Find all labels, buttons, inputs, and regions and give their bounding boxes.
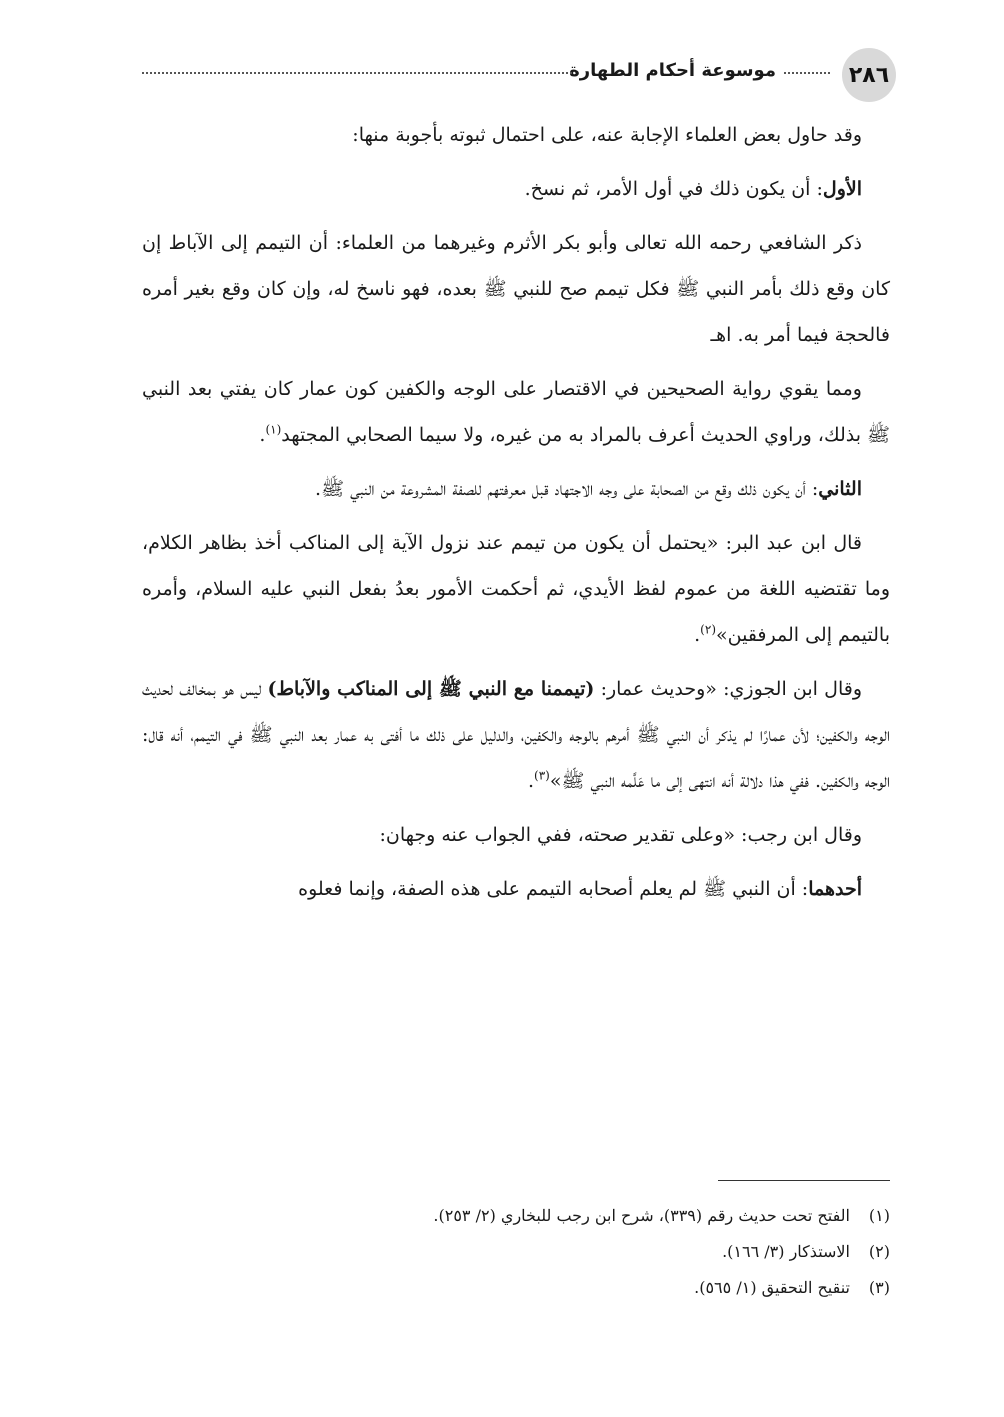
footnote-text: الاستذكار (٣/ ١٦٦). [722, 1242, 850, 1261]
footnote-number: (٣) [868, 1278, 890, 1297]
paragraph-7-start: وقال ابن الجوزي: «وحديث عمار: [594, 678, 863, 700]
paragraph-7-text: ليس هو بمخالف لحديث الوجه والكفين؛ لأن عمارًا لم يذكر أن النبي ﷺ أمرهم بالوجه والكفين، والدليل على ذلك ما أفتى به عمار بعد النبي ﷺ في التيمم، أنه قال: الوجه والكفين. ففي هذا دلالة أنه انتهى إلى ما عَلَّمه النبي ﷺ» [142, 678, 890, 792]
page-header [142, 48, 890, 102]
paragraph-6 [142, 520, 890, 658]
paragraph-8: وقال ابن رجب: «وعلى تقدير صحته، ففي الجواب عنه وجهان: [379, 824, 862, 846]
book-title: موسوعة أحكام الطهارة [569, 60, 776, 81]
paragraph-2 [142, 166, 890, 212]
paragraph-9-text: : أن النبي ﷺ لم يعلم أصحابه التيمم على هذه الصفة، وإنما فعلوه [298, 878, 809, 900]
footnote-3 [142, 1270, 890, 1306]
hadith-quote: (تيممنا مع النبي ﷺ إلى المناكب والآباط) [267, 678, 595, 700]
paragraph-1: وقد حاول بعض العلماء الإجابة عنه، على احتمال ثبوته بأجوبة منها: [352, 124, 862, 146]
paragraph-5 [142, 466, 890, 512]
paragraph-4 [142, 366, 890, 458]
footnote-2 [142, 1234, 890, 1270]
paragraph-6-text: قال ابن عبد البر: «يحتمل أن يكون من تيمم عند نزول الآية إلى المناكب أخذ بظاهر الكلام، وما تقتضيه اللغة من عموم لفظ الأيدي، ثم أحكمت الأمور بعدُ بفعل النبي عليه السلام، وأمره بالتيمم إلى المرفقين» [142, 532, 890, 646]
footnote-text: تنقيح التحقيق (١/ ٥٦٥). [694, 1278, 850, 1297]
footnote-separator [718, 1180, 890, 1181]
paragraph-2-text: : أن يكون ذلك في أول الأمر، ثم نسخ. [524, 178, 823, 200]
paragraph-5-text: : أن يكون ذلك وقع من الصحابة على وجه الاجتهاد قبل معرفتهم للصفة المشروعة من النبي ﷺ. [315, 478, 819, 500]
page-number: ٢٨٦ [842, 48, 896, 102]
paragraph-7 [142, 666, 890, 804]
paragraph-4-text: ومما يقوي رواية الصحيحين في الاقتصار على الوجه والكفين كون عمار كان يفتي بعد النبي ﷺ بذلك، وراوي الحديث أعرف بالمراد به من غيره، ولا سيما الصحابي المجتهد [142, 378, 890, 446]
footnote-text: الفتح تحت حديث رقم (٣٣٩)، شرح ابن رجب للبخاري (٢/ ٢٥٣). [433, 1206, 850, 1225]
footnote-ref-3: (٣) [534, 768, 550, 783]
paragraph-6-end: . [694, 624, 701, 646]
main-text [142, 112, 890, 920]
first-of-two-label: أحدهما [808, 878, 862, 900]
footnote-number: (٢) [868, 1242, 890, 1261]
paragraph-3: ذكر الشافعي رحمه الله تعالى وأبو بكر الأثرم وغيرهما من العلماء: أن التيمم إلى الآباط إن كان وقع ذلك بأمر النبي ﷺ فكل تيمم صح للنبي ﷺ بعده، فهو ناسخ له، وإن كان وقع بغير أمره فالحجة فيما أمر به. اهـ [142, 232, 890, 346]
footnote-ref-1: (١) [265, 422, 282, 437]
paragraph-7-end: . [527, 770, 534, 792]
paragraph-9 [142, 866, 890, 912]
footnotes [142, 1198, 890, 1306]
paragraph-4-end: . [259, 424, 266, 446]
footnote-1 [142, 1198, 890, 1234]
footnote-number: (١) [868, 1206, 890, 1225]
second-answer-label: الثاني [818, 478, 862, 500]
footnote-ref-2: (٢) [700, 622, 716, 637]
first-answer-label: الأول [822, 178, 862, 200]
header-dotted-rule-long [142, 72, 572, 74]
header-dotted-rule-short [784, 72, 830, 74]
